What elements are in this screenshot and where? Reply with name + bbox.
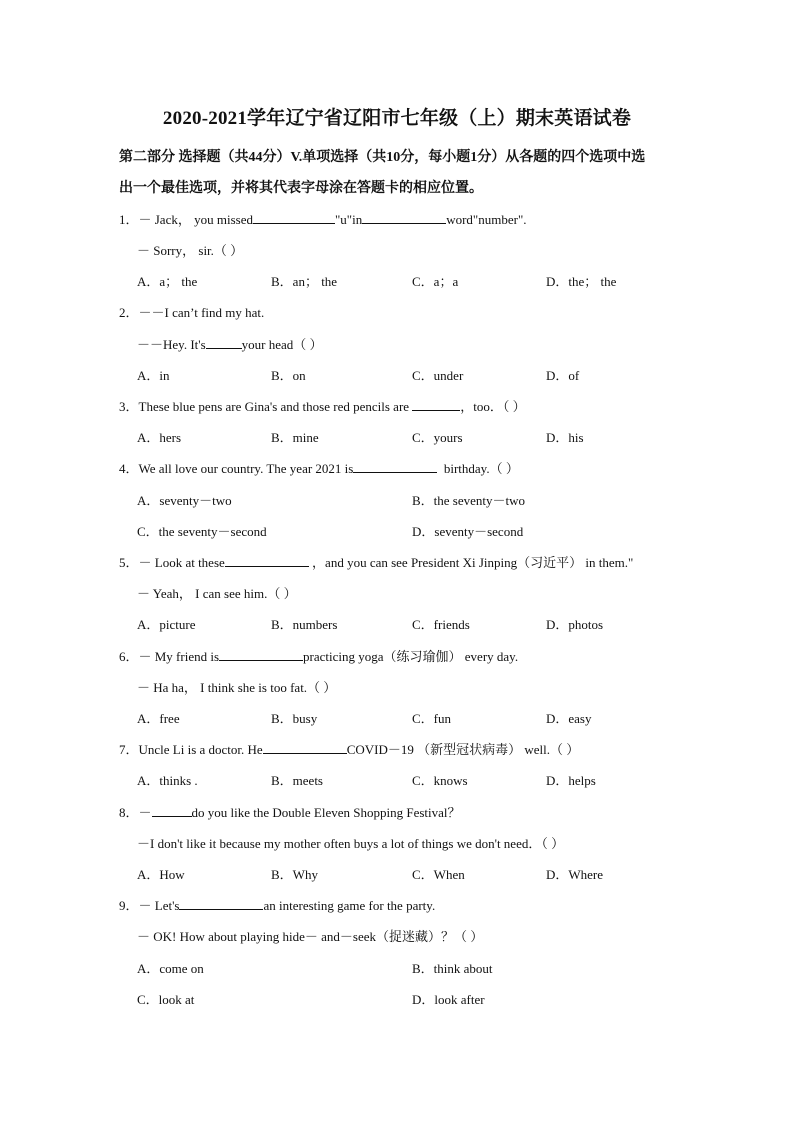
question-9-dialogue: － OK! How about playing hide－ and－seek（捉迷藏）？（ ） (137, 929, 484, 944)
answer-blank (225, 554, 309, 567)
question-text: 3．These blue pens are Gina's and those red pencils are (119, 399, 410, 414)
question-text: birthday.（ ） (443, 461, 519, 476)
option-d: D．the； the (546, 274, 617, 289)
question-text: ，too．（ ） (460, 399, 526, 414)
question-text: an interesting game for the party. (263, 898, 436, 913)
option-b: B．on (271, 368, 306, 383)
question-text: ，and you can see President Xi Jinping（习近平） in them." (312, 555, 634, 570)
option-b: B．think about (412, 961, 493, 976)
option-a: A．How (137, 867, 185, 882)
option-a: A．thinks . (137, 773, 198, 788)
question-6 (119, 646, 518, 665)
option-b: B．Why (271, 867, 318, 882)
question-8 (119, 802, 461, 821)
question-4 (119, 458, 519, 477)
option-d: D．seventy－second (412, 524, 524, 539)
question-text: 8．－ (119, 805, 152, 820)
option-a: A．in (137, 368, 170, 383)
question-text: 4．We all love our country. The year 2021 is (119, 461, 354, 476)
option-d: D．his (546, 430, 584, 445)
answer-blank (353, 460, 437, 473)
option-c: C．a；a (412, 274, 459, 289)
question-text: word"number". (446, 212, 527, 227)
exam-title: 2020-2021学年辽宁省辽阳市七年级（上）期末英语试卷 (162, 108, 632, 129)
option-d: D．of (546, 368, 580, 383)
question-text: practicing yoga（练习瑜伽） every day. (303, 649, 519, 664)
option-a: A．come on (137, 961, 204, 976)
option-c: C．under (412, 368, 464, 383)
question-text: 7．Uncle Li is a doctor. He (119, 742, 263, 757)
question-1 (119, 209, 527, 228)
option-d: D．Where (546, 867, 604, 882)
option-c: C．the seventy－second (137, 524, 267, 539)
answer-blank (412, 398, 460, 411)
option-d: D．easy (546, 711, 592, 726)
option-b: B．the seventy－two (412, 493, 526, 508)
question-6-dialogue: － Ha ha， I think she is too fat.（ ） (137, 680, 337, 695)
answer-blank (219, 648, 303, 661)
answer-blank (362, 211, 446, 224)
option-c: C．fun (412, 711, 452, 726)
option-b: B．busy (271, 711, 318, 726)
section-intro-line-1: 第二部分 选择题（共44分）V.单项选择（共10分，每小题1分）从各题的四个选项中选 (119, 150, 646, 165)
question-8-dialogue: －I don't like it because my mother often buys a lot of things we don't need．（ ） (137, 836, 565, 851)
question-text: 9．－ Let's (119, 898, 180, 913)
question-text: 5．－ Look at these (119, 555, 225, 570)
question-text: 6．－ My friend is (119, 649, 220, 664)
option-d: D．photos (546, 617, 604, 632)
answer-blank (179, 897, 263, 910)
question-text: －－Hey. It's (137, 337, 206, 352)
option-c: C．When (412, 867, 465, 882)
question-2-dialogue (137, 334, 323, 353)
question-5-dialogue: － Yeah， I can see him.（ ） (137, 586, 297, 601)
option-d: D．look after (412, 992, 485, 1007)
option-c: C．yours (412, 430, 463, 445)
option-c: C．friends (412, 617, 470, 632)
option-c: C．knows (412, 773, 468, 788)
answer-blank (253, 211, 335, 224)
option-a: A．seventy－two (137, 493, 232, 508)
question-text: "u"in (334, 212, 363, 227)
option-a: A．free (137, 711, 180, 726)
option-b: B．an； the (271, 274, 338, 289)
answer-blank (206, 336, 242, 349)
question-7 (119, 739, 579, 758)
question-5 (119, 552, 633, 571)
question-2: 2．－－I can’t find my hat. (119, 305, 265, 320)
question-text: 1．－ Jack， you missed (119, 212, 253, 227)
option-a: A．hers (137, 430, 182, 445)
answer-blank (152, 804, 192, 817)
question-text: COVID－19 （新型冠状病毒） well.（ ） (346, 742, 580, 757)
section-intro-line-2: 出一个最佳选项，并将其代表字母涂在答题卡的相应位置。 (119, 181, 483, 196)
question-9 (119, 895, 435, 914)
option-a: A．picture (137, 617, 196, 632)
question-text: your head（ ） (241, 337, 323, 352)
answer-blank (263, 741, 347, 754)
option-b: B．numbers (271, 617, 338, 632)
question-3 (119, 396, 526, 415)
option-b: B．meets (271, 773, 323, 788)
option-d: D．helps (546, 773, 596, 788)
question-1-dialogue: － Sorry， sir.（ ） (137, 243, 244, 258)
option-c: C．look at (137, 992, 195, 1007)
option-a: A．a； the (137, 274, 198, 289)
option-b: B．mine (271, 430, 319, 445)
question-text: do you like the Double Eleven Shopping Festival？ (191, 805, 461, 820)
